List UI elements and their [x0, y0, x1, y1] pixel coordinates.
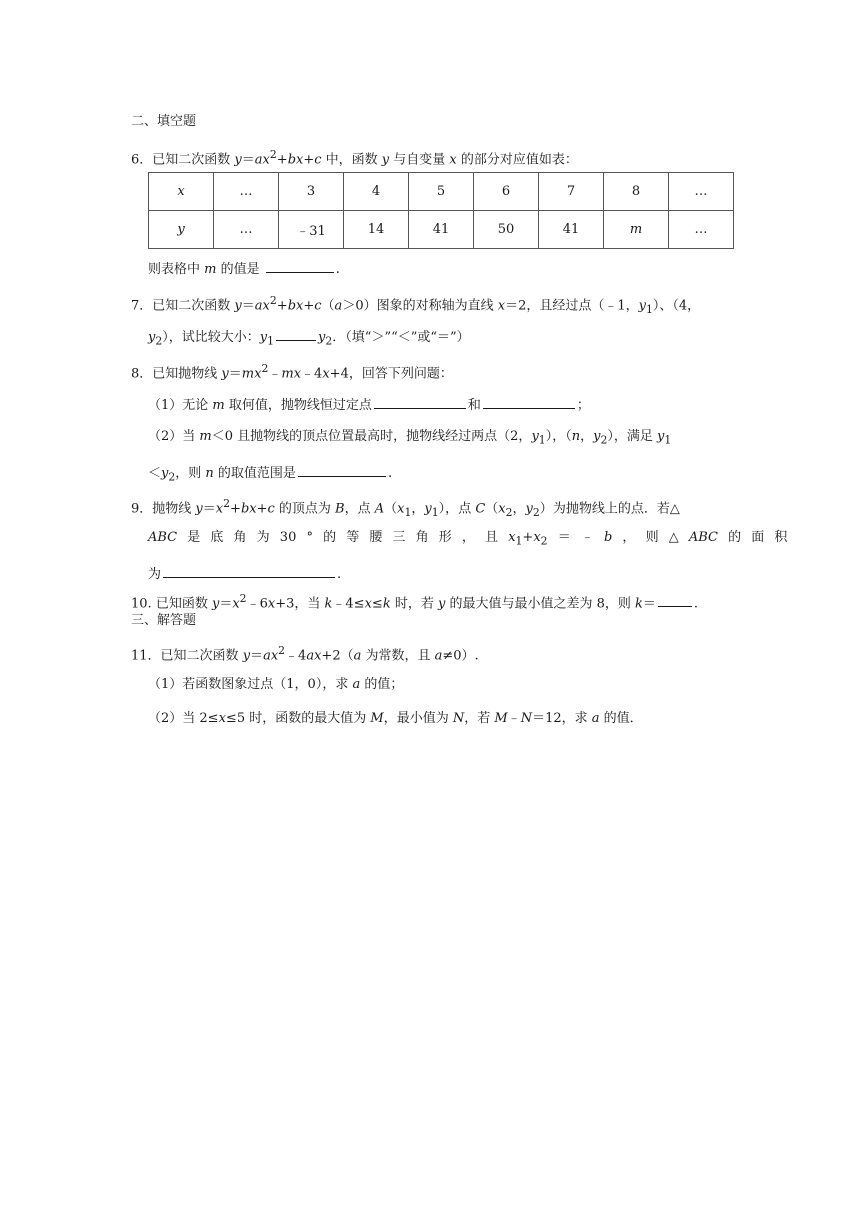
table-cell: 41 [409, 211, 474, 249]
section-heading-fill-blank: 二、填空题 [131, 114, 197, 129]
table-cell: 7 [539, 173, 604, 211]
question-8-part-2-line-2: $<y_2$，则 n 的取值范围是 . [148, 462, 392, 487]
answer-blank[interactable] [276, 326, 316, 341]
question-10: 10. 已知函数 $y=x^2﹣6x+3$，当 k﹣4≤x≤k 时，若 y 的最大值与最小值之差为 8，则 k＝ . [131, 592, 699, 612]
question-7-line-2: $y_2$），试比较大小：$y_1$ $y_2$．（填“＞”“＜”或“＝”） [148, 326, 470, 351]
answer-blank[interactable] [374, 394, 466, 409]
answer-blank[interactable] [298, 462, 386, 477]
table-cell: x [149, 173, 214, 211]
table-cell: … [214, 173, 279, 211]
value-table [148, 172, 734, 249]
question-8-part-2-line-1: （2）当 m＜0 且抛物线的顶点位置最高时，抛物线经过两点（2，$y_1$），（n，$y_2$），满足 $y_1$ [148, 429, 672, 447]
question-9-line-3: 为 . [148, 563, 341, 584]
question-11-stem: 11．已知二次函数 $y=ax^2﹣4ax+2(a$ 为常数，且 a≠0）. [131, 644, 479, 664]
section-heading-solve: 三、解答题 [131, 613, 197, 628]
table-cell: 8 [604, 173, 669, 211]
table-row [149, 211, 734, 249]
table-cell: … [214, 211, 279, 249]
table-cell: 4 [344, 173, 409, 211]
table-cell: 50 [474, 211, 539, 249]
table-cell: 14 [344, 211, 409, 249]
question-9-line-2: ABC 是 底 角 为 30 ° 的 等 腰 三 角 形 ， 且 $x_1+x_2$ ＝ ﹣ b ， 则 △ ABC 的 面 积 [148, 530, 788, 548]
table-cell: ﹣31 [279, 211, 344, 249]
question-6-answer-line: 则表格中 m 的值是 . [148, 258, 340, 279]
question-11-part-1: （1）若函数图象过点（1，0），求 a 的值； [148, 677, 404, 692]
question-11-part-2: （2）当 2≤x≤5 时，函数的最大值为 M，最小值为 N，若 M﹣N＝12，求 a 的值． [148, 711, 643, 726]
table-cell: y [149, 211, 214, 249]
answer-blank[interactable] [483, 394, 575, 409]
answer-blank[interactable] [658, 592, 692, 607]
table-cell: … [669, 173, 734, 211]
table-cell: 5 [409, 173, 474, 211]
answer-blank[interactable] [163, 563, 335, 578]
table-cell: 41 [539, 211, 604, 249]
question-7-line-1: 7．已知二次函数 $y=ax^2+bx+c(a>0)$图象的对称轴为直线 x＝2，且经过点（﹣1，$y_1$）、（4， [131, 294, 701, 316]
table-cell: 6 [474, 173, 539, 211]
question-9-line-1: 9．抛物线 $y=x^2+bx+c$ 的顶点为 B，点 $A(x_1$，$y_1$），点 $C(x_2$，$y_2$）为抛物线上的点．若△ [131, 497, 680, 519]
question-8-part-1: （1）无论 m 取何值，抛物线恒过定点 和 ； [148, 394, 590, 415]
table-cell: m [604, 211, 669, 249]
question-6-stem: 6．已知二次函数 $y=ax^2+bx+c$ 中，函数 y 与自变量 x 的部分对应值如表： [131, 148, 578, 168]
question-8-stem: 8．已知抛物线 $y=mx^2﹣mx﹣4x+4$，回答下列问题： [131, 362, 453, 382]
table-cell: … [669, 211, 734, 249]
table-cell: 3 [279, 173, 344, 211]
answer-blank[interactable] [266, 258, 334, 273]
table-row [149, 173, 734, 211]
